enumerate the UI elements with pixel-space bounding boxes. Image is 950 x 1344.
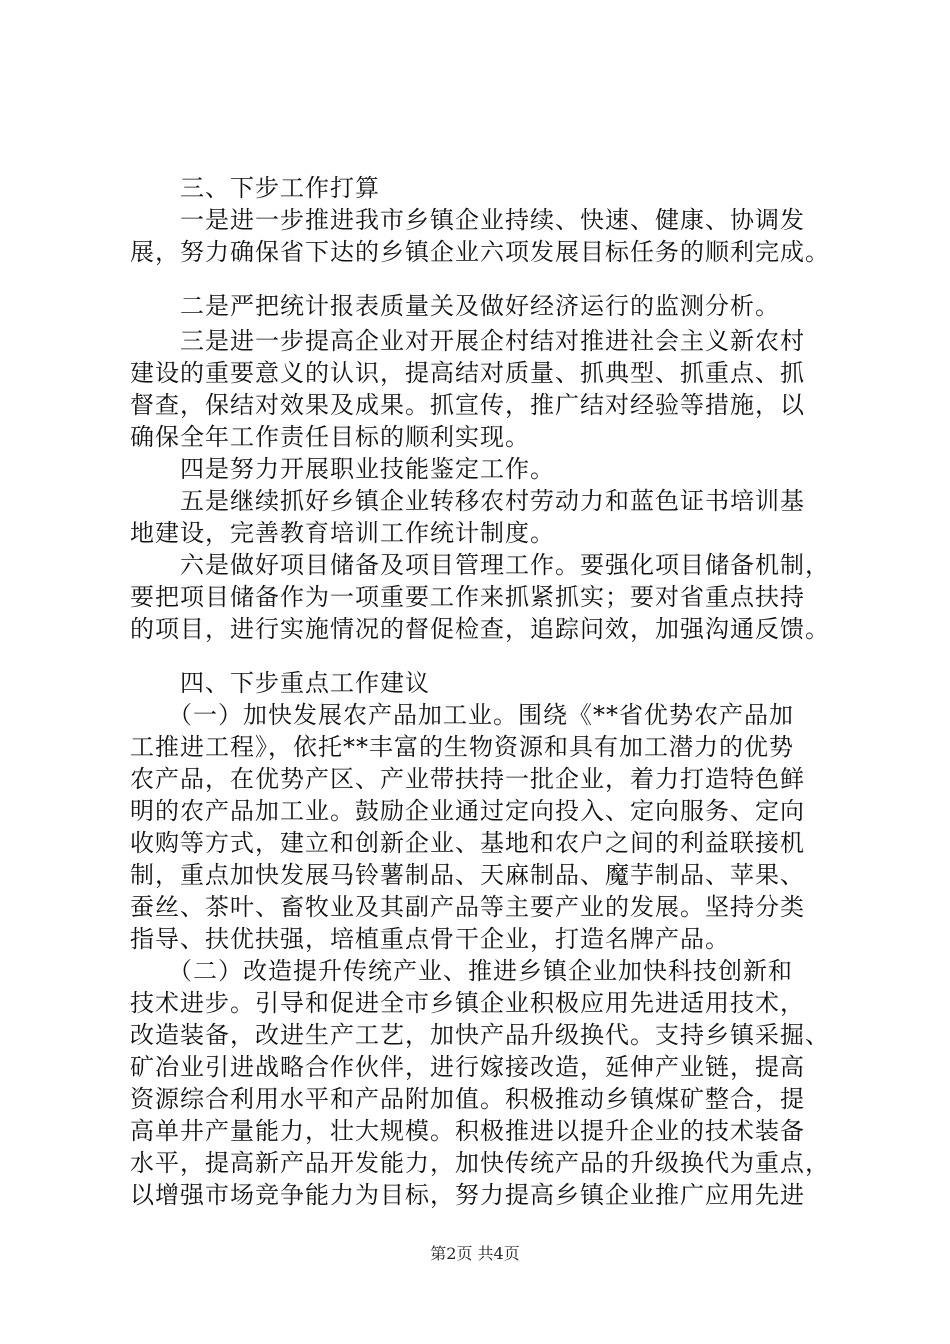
paragraph-line: 水平，提高新产品开发能力，加快传统产品的升级换代为重点， [130,1149,830,1177]
paragraph-line: 指导、扶优扶强，培植重点骨干企业，打造名牌产品。 [130,925,730,953]
paragraph-line: 展，努力确保省下达的乡镇企业六项发展目标任务的顺利完成。 [130,238,830,266]
paragraph-line: 的项目，进行实施情况的督促检查，追踪问效，加强沟通反馈。 [130,615,830,643]
paragraph-line: 农产品，在优势产区、产业带扶持一批企业，着力打造特色鲜 [130,765,805,793]
paragraph-line: 以增强市场竞争能力为目标，努力提高乡镇企业推广应用先进 [130,1181,805,1209]
paragraph-line: 高单井产量能力，壮大规模。积极推进以提升企业的技术装备 [130,1117,805,1145]
heading-suggestions: 四、下步重点工作建议 [130,669,430,697]
paragraph-line: （二）改造提升传统产业、推进乡镇企业加快科技创新和 [130,957,793,985]
paragraph-line: 矿冶业引进战略合作伙伴，进行嫁接改造，延伸产业链，提高 [130,1053,805,1081]
heading-next-steps: 三、下步工作打算 [130,174,380,202]
paragraph-line: 四是努力开展职业技能鉴定工作。 [130,455,555,483]
paragraph-line: 二是严把统计报表质量关及做好经济运行的监测分析。 [130,292,780,320]
paragraph-line: 三是进一步提高企业对开展企村结对推进社会主义新农村 [130,327,805,355]
page-number: 第2页 共4页 [430,1244,520,1263]
paragraph-line: 一是进一步推进我市乡镇企业持续、快速、健康、协调发 [130,206,805,234]
paragraph-line: 明的农产品加工业。鼓励企业通过定向投入、定向服务、定向 [130,797,805,825]
paragraph-line: 督查，保结对效果及成果。抓宣传，推广结对经验等措施，以 [130,391,805,419]
paragraph-line: 六是做好项目储备及项目管理工作。要强化项目储备机制， [130,551,830,579]
paragraph-line: 建设的重要意义的认识，提高结对质量、抓典型、抓重点、抓 [130,359,805,387]
paragraph-line: 收购等方式，建立和创新企业、基地和农户之间的利益联接机 [130,829,805,857]
paragraph-line: 技术进步。引导和促进全市乡镇企业积极应用先进适用技术， [130,989,805,1017]
paragraph-line: （一）加快发展农产品加工业。围绕《**省优势农产品加 [130,701,794,729]
paragraph-line: 地建设，完善教育培训工作统计制度。 [130,519,555,547]
paragraph-line: 资源综合利用水平和产品附加值。积极推动乡镇煤矿整合，提 [130,1085,805,1113]
paragraph-line: 要把项目储备作为一项重要工作来抓紧抓实；要对省重点扶持 [130,583,805,611]
paragraph-line: 制，重点加快发展马铃薯制品、天麻制品、魔芋制品、苹果、 [130,861,805,889]
paragraph-line: 改造装备，改进生产工艺，加快产品升级换代。支持乡镇采掘、 [130,1021,830,1049]
paragraph-line: 蚕丝、茶叶、畜牧业及其副产品等主要产业的发展。坚持分类 [130,893,805,921]
paragraph-line: 五是继续抓好乡镇企业转移农村劳动力和蓝色证书培训基 [130,487,805,515]
paragraph-line: 工推进工程》，依托**丰富的生物资源和具有加工潜力的优势 [130,733,794,761]
paragraph-line: 确保全年工作责任目标的顺利实现。 [130,423,530,451]
